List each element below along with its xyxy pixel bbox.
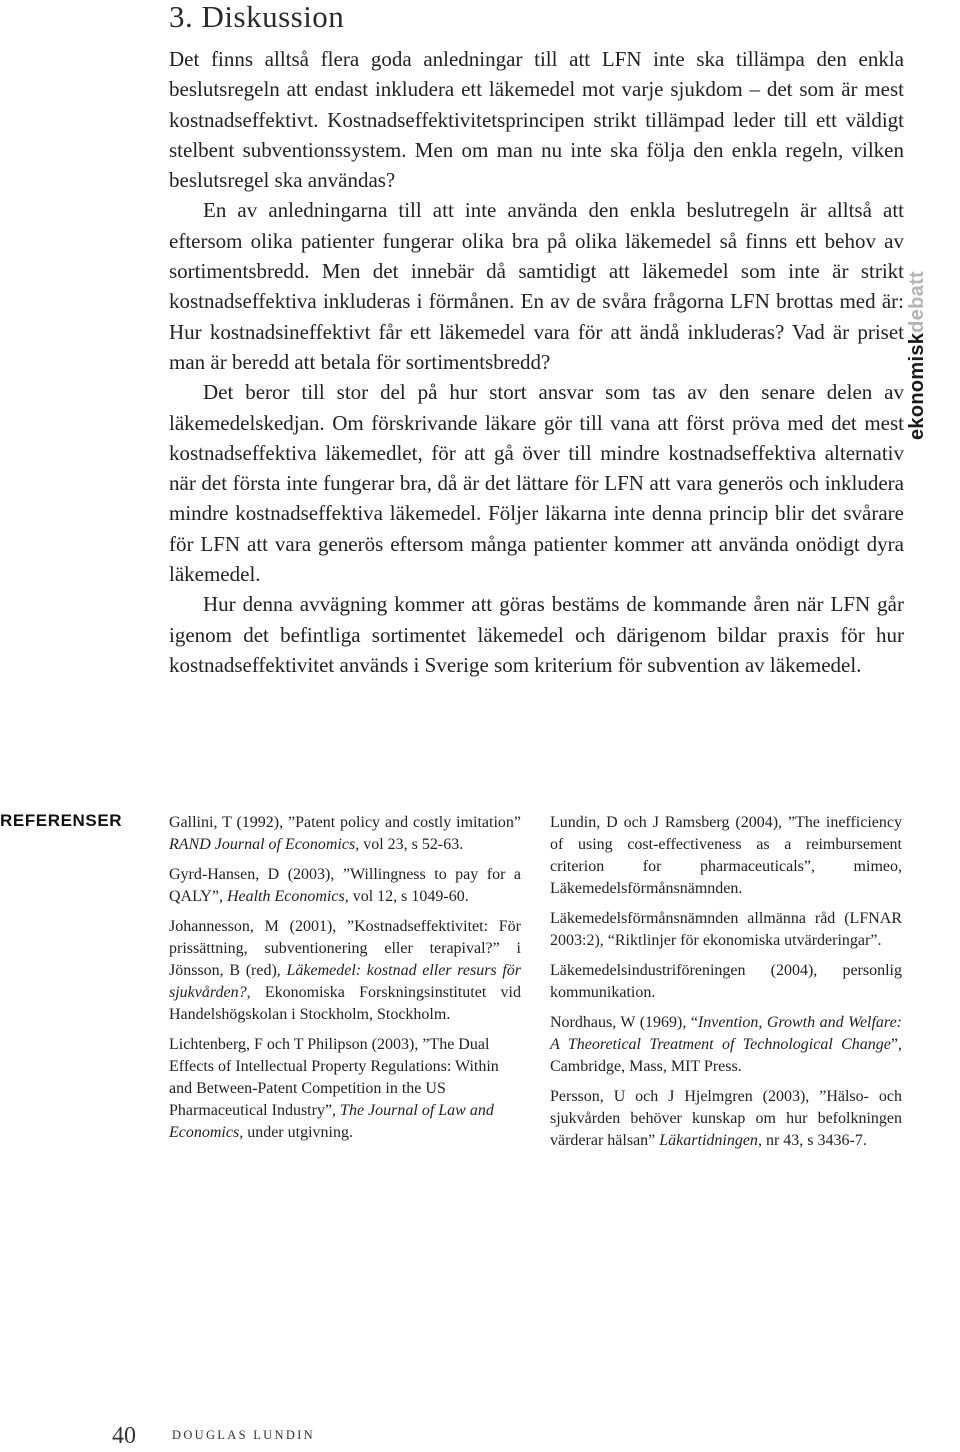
- section-heading: 3. Diskussion: [169, 0, 345, 34]
- paragraph: Hur denna avvägning kommer att göras bestäms de kommande åren när LFN går igenom det befintliga sortimentet läkemedel och därigenom bildar praxis för hur kostnadseffektivitet används i Sverige som kriterium för subvention av läkemedel.: [169, 592, 904, 677]
- references-left-column: [169, 812, 521, 1152]
- reference-item: Lundin, D och J Ramsberg (2004), ”The inefficiency of using cost-effectiveness as a reimbursement criterion for pharmaceuticals”, mimeo, Läkemedelsförmånsnämnden.: [550, 814, 902, 897]
- paragraph: En av anledningarna till att inte använda den enkla beslutregeln är alltså att eftersom olika patienter fungerar olika bra på olika läkemedel så finns ett behov av sortimentsbredd. Men det innebär då samtidigt att läkemedel som inte är strikt kostnadseffektiva inkluderas i förmånen. En av de svåra frågorna LFN brottas med är: Hur kostnadsineffektivt får ett läkemedel vara för att ändå inkluderas? Vad är priset man är beredd att betala för sortimentsbredd?: [169, 198, 904, 374]
- reference-item: Persson, U och J Hjelmgren (2003), ”Hälso- och sjukvården behöver kunskap om hur befolkningen värderar hälsan” Läkartidningen, nr 43, s 3436-7.: [550, 1088, 902, 1149]
- reference-item: Gyrd-Hansen, D (2003), ”Willingness to pay for a QALY”, Health Economics, vol 12, s 1049-60.: [169, 866, 521, 905]
- reference-item: Läkemedelsförmånsnämnden allmänna råd (LFNAR 2003:2), “Riktlinjer för ekonomiska utvärderingar”.: [550, 910, 902, 949]
- page-number: 40: [112, 1423, 136, 1449]
- side-label-bold: ekonomisk: [906, 332, 928, 440]
- paragraph: Det beror till stor del på hur stort ansvar som tas av den senare delen av läkemedelskedjan. Om förskrivande läkare gör till vana att först pröva med det mest kostnadseffektiva läkemedlet, för att gå över till mindre kostnadseffektiva alternativ när det första inte fungerar bra, då är det lättare för LFN att vara generös och inkludera mindre kostnadseffektiva läkemedel. Följer läkarna inte denna princip blir det svårare för LFN att vara generös eftersom många patienter kommer att använda onödigt dyra läkemedel.: [169, 380, 904, 587]
- side-label-light: debatt: [906, 271, 928, 333]
- reference-item: Läkemedelsindustriföreningen (2004), personlig kommunikation.: [550, 962, 902, 1001]
- references-right-column: [550, 812, 902, 1160]
- reference-item: Gallini, T (1992), ”Patent policy and costly imitation” RAND Journal of Economics, vol 23, s 52-63.: [169, 814, 521, 853]
- reference-item: Johannesson, M (2001), ”Kostnadseffektivitet: För prissättning, subventionering eller terapival?” i Jönsson, B (red), Läkemedel: kostnad eller resurs för sjukvården?, Ekonomiska Forskningsinstitutet vid Handelshögskolan i Stockholm, Stockholm.: [169, 918, 522, 1023]
- page-footer: [112, 1423, 315, 1450]
- references-title: REFERENSER: [0, 811, 123, 830]
- author-name: DOUGLAS LUNDIN: [172, 1428, 315, 1442]
- journal-side-label: [906, 271, 929, 440]
- paragraph: Det finns alltså flera goda anledningar till att LFN inte ska tillämpa den enkla beslutsregeln att endast inkludera ett läkemedel mot varje sjukdom – det som är mest kostnadseffektivt. Kostnadseffektivitetsprincipen strikt tillämpad leder till ett väldigt stelbent subventionssystem. Men om man nu inte ska följa den enkla regeln, vilken beslutsregel ska användas?: [169, 47, 904, 193]
- reference-item: Nordhaus, W (1969), “Invention, Growth and Welfare: A Theoretical Treatment of Technological Change”, Cambridge, Mass, MIT Press.: [550, 1014, 902, 1075]
- body-text: [169, 44, 904, 680]
- reference-item: Lichtenberg, F och T Philipson (2003), ”The Dual Effects of Intellectual Property Regulations: Within and Between-Patent Competition in the US Pharmaceutical Industry”, The Journal of Law and Economics, under utgivning.: [169, 1036, 499, 1141]
